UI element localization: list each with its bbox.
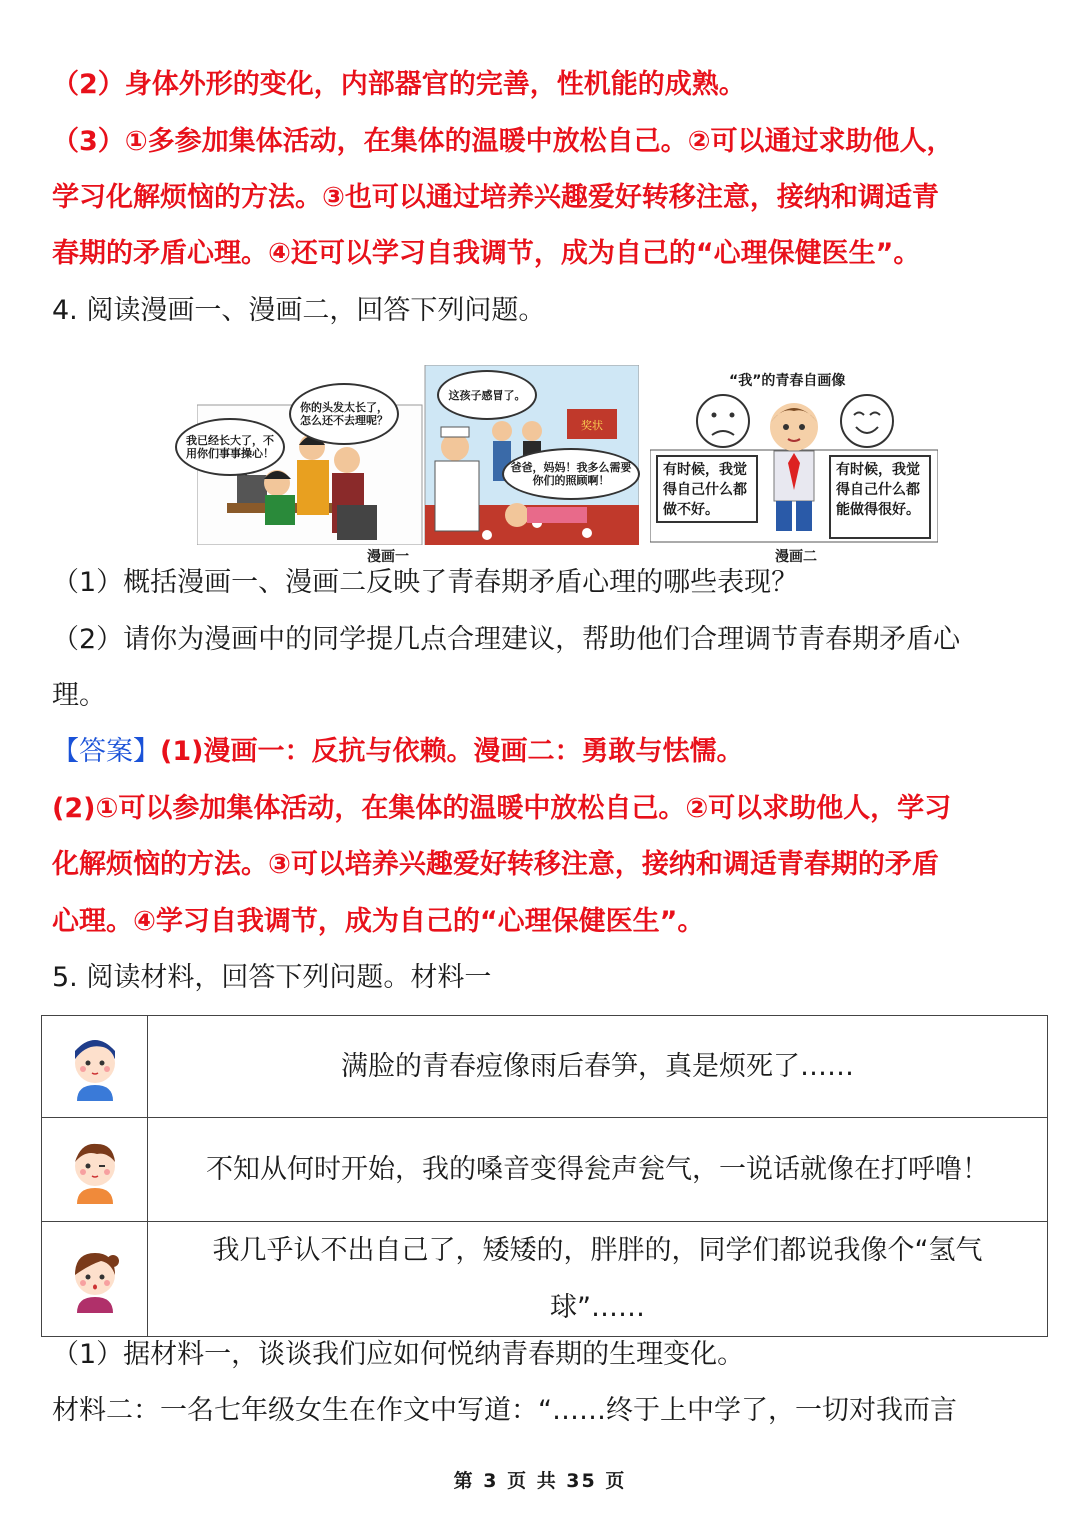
comic-2-caption: 漫画二 [775,549,817,565]
comic-1-bubble-2: 你的头发太长了，怎么还不去理呢？ [289,383,399,445]
answer-line-3a: （3）①多参加集体活动，在集体的温暖中放松自己。②可以通过求助他人， [52,126,954,157]
comic-1-banner: 奖状 [581,419,603,432]
answer-label: 【答案】 [52,736,160,767]
question-4-q2a: （2）请你为漫画中的同学提几点合理建议，帮助他们合理调节青春期矛盾心 [52,624,961,655]
answer-4-part-2b: 化解烦恼的方法。③可以培养兴趣爱好转移注意，接纳和调适青春期的矛盾 [52,849,939,880]
boy-wink-avatar-icon [67,1132,123,1204]
avatar-cell [42,1118,148,1222]
question-5-title: 5. 阅读材料，回答下列问题。材料一 [52,962,492,993]
girl-avatar-icon [67,1241,123,1313]
material-text: 不知从何时开始，我的嗓音变得瓮声瓮气，一说话就像在打呼噜！ [148,1118,1048,1222]
answer-4-line-1 [52,732,1040,772]
answer-line-2: （2）身体外形的变化，内部器官的完善，性机能的成熟。 [52,69,746,100]
avatar-cell [42,1222,148,1337]
page-footer: 第 3 页 共 35 页 [453,1470,627,1492]
comic-2-heading: “我”的青春自画像 [729,373,846,389]
comic-1-image [186,365,639,545]
answer-line-3c: 春期的矛盾心理。④还可以学习自我调节，成为自己的“心理保健医生”。 [52,238,921,269]
material-row [42,1016,1048,1118]
comic-2-box-right: 有时候，我觉得自己什么都能做得很好。 [829,455,931,539]
boy-avatar-icon [67,1029,123,1101]
answer-4-part-1: (1)漫画一：反抗与依赖。漫画二：勇敢与怯懦。 [160,736,744,767]
question-4-q2b: 理。 [52,680,106,711]
avatar-cell [42,1016,148,1118]
material-text: 我几乎认不出自己了，矮矮的，胖胖的，同学们都说我像个“氢气球”…… [148,1222,1048,1337]
material-row [42,1222,1048,1337]
comic-1-caption: 漫画一 [367,549,409,565]
material-2-text: 材料二：一名七年级女生在作文中写道：“……终于上中学了，一切对我而言 [52,1395,957,1426]
material-row [42,1118,1048,1222]
question-4-title: 4. 阅读漫画一、漫画二，回答下列问题。 [52,295,546,326]
material-text: 满脸的青春痘像雨后春笋，真是烦死了…… [148,1016,1048,1118]
question-5-q1: （1）据材料一，谈谈我们应如何悦纳青春期的生理变化。 [52,1339,745,1370]
comic-2-image [650,365,938,545]
answer-line-3b: 学习化解烦恼的方法。③也可以通过培养兴趣爱好转移注意，接纳和调适青 [52,182,939,213]
comic-1-bubble-4: 爸爸，妈妈！我多么需要你们的照顾啊！ [502,448,640,500]
comic-1-bubble-3: 这孩子感冒了。 [437,370,537,420]
answer-4-part-2a: (2)①可以参加集体活动，在集体的温暖中放松自己。②可以求助他人，学习 [52,793,952,824]
comic-1-bubble-1: 我已经长大了，不用你们事事操心！ [175,418,285,476]
material-1-table [41,1015,1048,1337]
answer-4-part-2c: 心理。④学习自我调节，成为自己的“心理保健医生”。 [52,906,705,937]
question-4-q1: （1）概括漫画一、漫画二反映了青春期矛盾心理的哪些表现？ [52,567,799,598]
comic-2-box-left: 有时候，我觉得自己什么都做不好。 [656,455,758,523]
